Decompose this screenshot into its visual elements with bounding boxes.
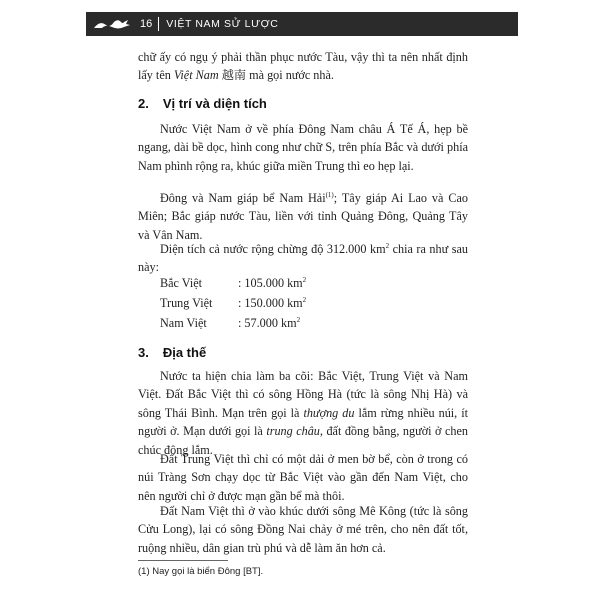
area-name: Trung Việt xyxy=(160,296,213,310)
area-name: Nam Việt xyxy=(160,316,207,330)
section-number: 2. xyxy=(138,96,149,111)
intro-paragraph: chữ ấy có ngụ ý phải thần phục nước Tàu, vậy thì ta nên nhất định lấy tên Việt Nam 越南 mà gọi nước nhà. xyxy=(138,50,468,83)
footnote: (1) Nay gọi là biển Đông [BT]. xyxy=(138,566,264,577)
area-value: : 150.000 $km^2$ xyxy=(238,295,307,310)
area-row xyxy=(160,276,306,291)
paragraph: Đất Nam Việt thì ở vào khúc dưới sông Mê Kông (tức là sông Cửu Long), lại có sông Đồng Nai chảy ở mé trên, cho nên đất tốt, ruộng nhiều, dân gian trù phú và dễ làm ăn hơn cả. xyxy=(138,504,468,555)
area-name: Bắc Việt xyxy=(160,276,203,290)
paragraph: Đất Trung Việt thì chỉ có một dải ở men bờ bể, còn ở trong có núi Tràng Sơn chạy dọc từ Bắc Việt vào gần đến Nam Việt, cho nên người chỉ ở được mạn gần bể mà thôi. xyxy=(138,452,468,503)
footnote-rule xyxy=(138,560,228,561)
paragraph: Đông và Nam giáp bể Nam Hải$^{(1)}$; Tây giáp Ai Lao và Cao Miên; Bắc giáp nước Tàu, liền với tỉnh Quảng Đông, Quảng Tây và Vân Nam. xyxy=(138,190,468,242)
area-row xyxy=(160,316,300,331)
running-title: VIỆT NAM SỬ LƯỢC xyxy=(166,18,279,30)
area-row xyxy=(160,296,306,311)
section-title: Địa thế xyxy=(162,345,207,360)
section-number: 3. xyxy=(138,345,149,360)
area-value: : 57.000 $km^2$ xyxy=(238,315,301,330)
section-heading-location xyxy=(138,96,267,111)
section-title: Vị trí và diện tích xyxy=(162,96,267,111)
page-number: 16 xyxy=(138,17,159,31)
paragraph: Nước ta hiện chia làm ba cõi: Bắc Việt, Trung Việt và Nam Việt. Đất Bắc Việt thì có sông Hồng Hà (tức là sông Nhị Hà) và sông Thái Bình. Mạn trên gọi là thượng du lắm rừng nhiều núi, ít người ở. Mạn dưới gọi là trung châu, đất đồng bằng, người ở chen chúc đông lắm. xyxy=(138,369,468,457)
dragon-logo-icon xyxy=(86,12,138,36)
paragraph: Diện tích cả nước rộng chừng độ 312.000 $km^2$ chia ra như sau này: xyxy=(138,241,468,275)
section-heading-terrain xyxy=(138,345,206,360)
area-value: : 105.000 $km^2$ xyxy=(238,275,307,290)
page-header xyxy=(86,12,518,36)
paragraph: Nước Việt Nam ở về phía Đông Nam châu Á Tế Á, hẹp bề ngang, dài bề dọc, hình cong như chữ S, trên phía Bắc và dưới phía Nam phình rộng ra, khúc giữa miền Trung thì eo hẹp lại. xyxy=(138,122,468,173)
